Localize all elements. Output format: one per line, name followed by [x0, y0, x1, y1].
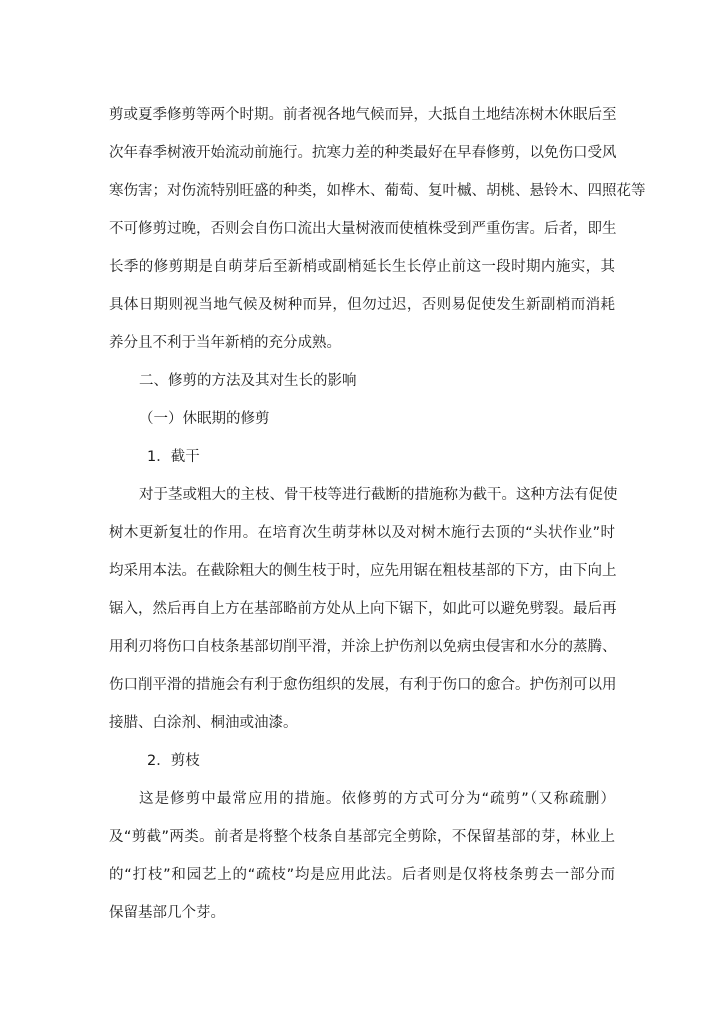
text-line: 不可修剪过晚，否则会自伤口流出大量树液而使植株受到严重伤害。后者，即生	[109, 221, 617, 237]
text-line: 及“剪截”两类。前者是将整个枝条自基部完全剪除，不保留基部的芽，林业上	[109, 829, 615, 845]
text-line: 保留基部几个芽。	[109, 905, 225, 921]
item-heading-truncation: 1．截干	[147, 449, 200, 465]
paragraph-dormancy-timing	[109, 96, 646, 362]
section-heading: 二、修剪的方法及其对生长的影响	[139, 373, 357, 389]
text-line: 均采用本法。在截除粗大的侧生枝于时，应先用锯在粗枝基部的下方，由下向上	[109, 563, 617, 579]
text-line: 养分且不利于当年新梢的充分成熟。	[109, 335, 341, 351]
text-line: 锯入，然后再自上方在基部略前方处从上向下锯下，如此可以避免劈裂。最后再	[109, 601, 617, 617]
text-line: 具体日期则视当地气候及树种而异，但勿过迟，否则易促使发生新副梢而消耗	[109, 297, 615, 313]
paragraph-truncation	[109, 476, 618, 742]
text-line: 长季的修剪期是自萌芽后至新梢或副梢延长生长停止前这一段时期内施实，其	[109, 259, 615, 275]
text-line: 次年春季树液开始流动前施行。抗寒力差的种类最好在早春修剪，以免伤口受风	[109, 145, 617, 161]
text-line: 树木更新复壮的作用。在培育次生萌芽林以及对树木施行去顶的“头状作业”时	[109, 525, 615, 541]
text-line: 对于茎或粗大的主枝、骨干枝等进行截断的措施称为截干。这种方法有促使	[139, 487, 618, 503]
text-line: 接腊、白涂剂、桐油或油漆。	[109, 715, 298, 731]
text-line: 的“打枝”和园艺上的“疏枝”均是应用此法。后者则是仅将枝条剪去一部分而	[109, 867, 615, 883]
paragraph-pruning	[109, 780, 615, 932]
subsection-heading: （一）休眠期的修剪	[139, 411, 270, 427]
text-line: 寒伤害；对伤流特别旺盛的种类，如桦木、葡萄、复叶槭、胡桃、悬铃木、四照花等	[109, 183, 646, 199]
text-line: 用利刃将伤口自枝条基部切削平滑，并涂上护伤剂以免病虫侵害和水分的蒸腾、	[109, 639, 617, 655]
text-line: 这是修剪中最常应用的措施。依修剪的方式可分为“疏剪”（又称疏删）	[139, 791, 615, 807]
item-heading-pruning: 2．剪枝	[147, 753, 200, 769]
text-line: 伤口削平滑的措施会有利于愈伤组织的发展，有利于伤口的愈合。护伤剂可以用	[109, 677, 617, 693]
text-line: 剪或夏季修剪等两个时期。前者视各地气候而异，大抵自土地结冻树木休眠后至	[109, 107, 617, 123]
document-body	[109, 96, 646, 932]
